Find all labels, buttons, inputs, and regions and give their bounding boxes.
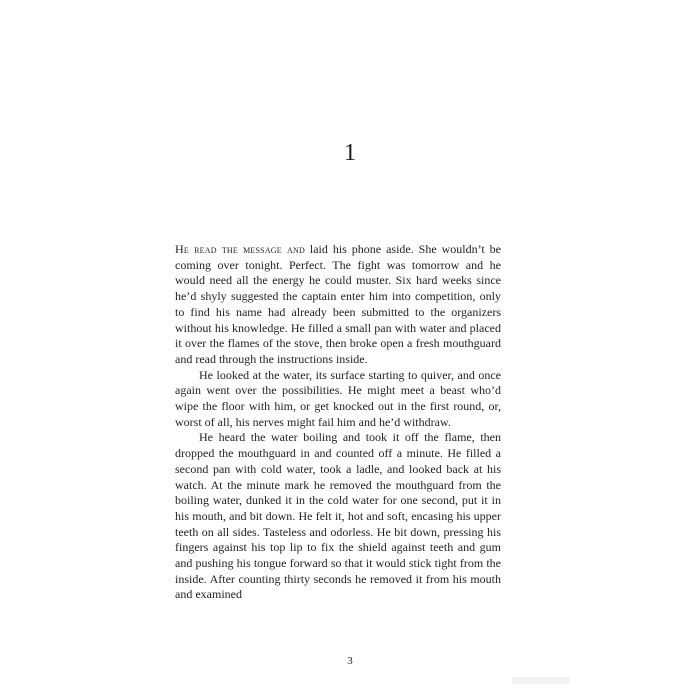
chapter-body [175,242,501,603]
chapter-number: 1 [344,140,356,166]
paragraph-2: He looked at the water, its surface starting to quiver, and once again went over the possibilities. He might meet a beast who’d wipe the floor with him, or get knocked out in the first round, or, worst of all, his nerves might fail him and he’d withdraw. [175,367,501,429]
page-number: 3 [347,655,353,667]
faint-corner-mark [512,677,570,684]
paragraph-3: He heard the water boiling and took it off the flame, then dropped the mouthguard in and counted off a minute. He filled a second pan with cold water, took a ladle, and looked back at his watch. At the minute mark he removed the mouthguard from the boiling water, dunked it in the cold water for one second, put it in his mouth, and bit down. He felt it, hot and soft, encasing his upper teeth on all sides. Tasteless and odorless. He bit down, pressing his fingers against his top lip to fix the shield against teeth and gum and pushing his tongue forward so that it would stick tight from the inside. After counting thirty seconds he removed it from his mouth and examined [175,430,501,602]
lead-in-small-caps: He read the message and [175,242,305,256]
paragraph-1 [175,242,501,368]
paragraph-1-text: laid his phone aside. She wouldn’t be coming over tonight. Perfect. The fight was tomorrow and he would need all the energy he could muster. Six hard weeks since he’d shyly suggested the captain enter him into competition, only to find his name had already been submitted to the organizers without his knowledge. He filled a small pan with water and placed it over the flames of the stove, then broke open a fresh mouthguard and read through the instructions inside. [175,242,502,366]
